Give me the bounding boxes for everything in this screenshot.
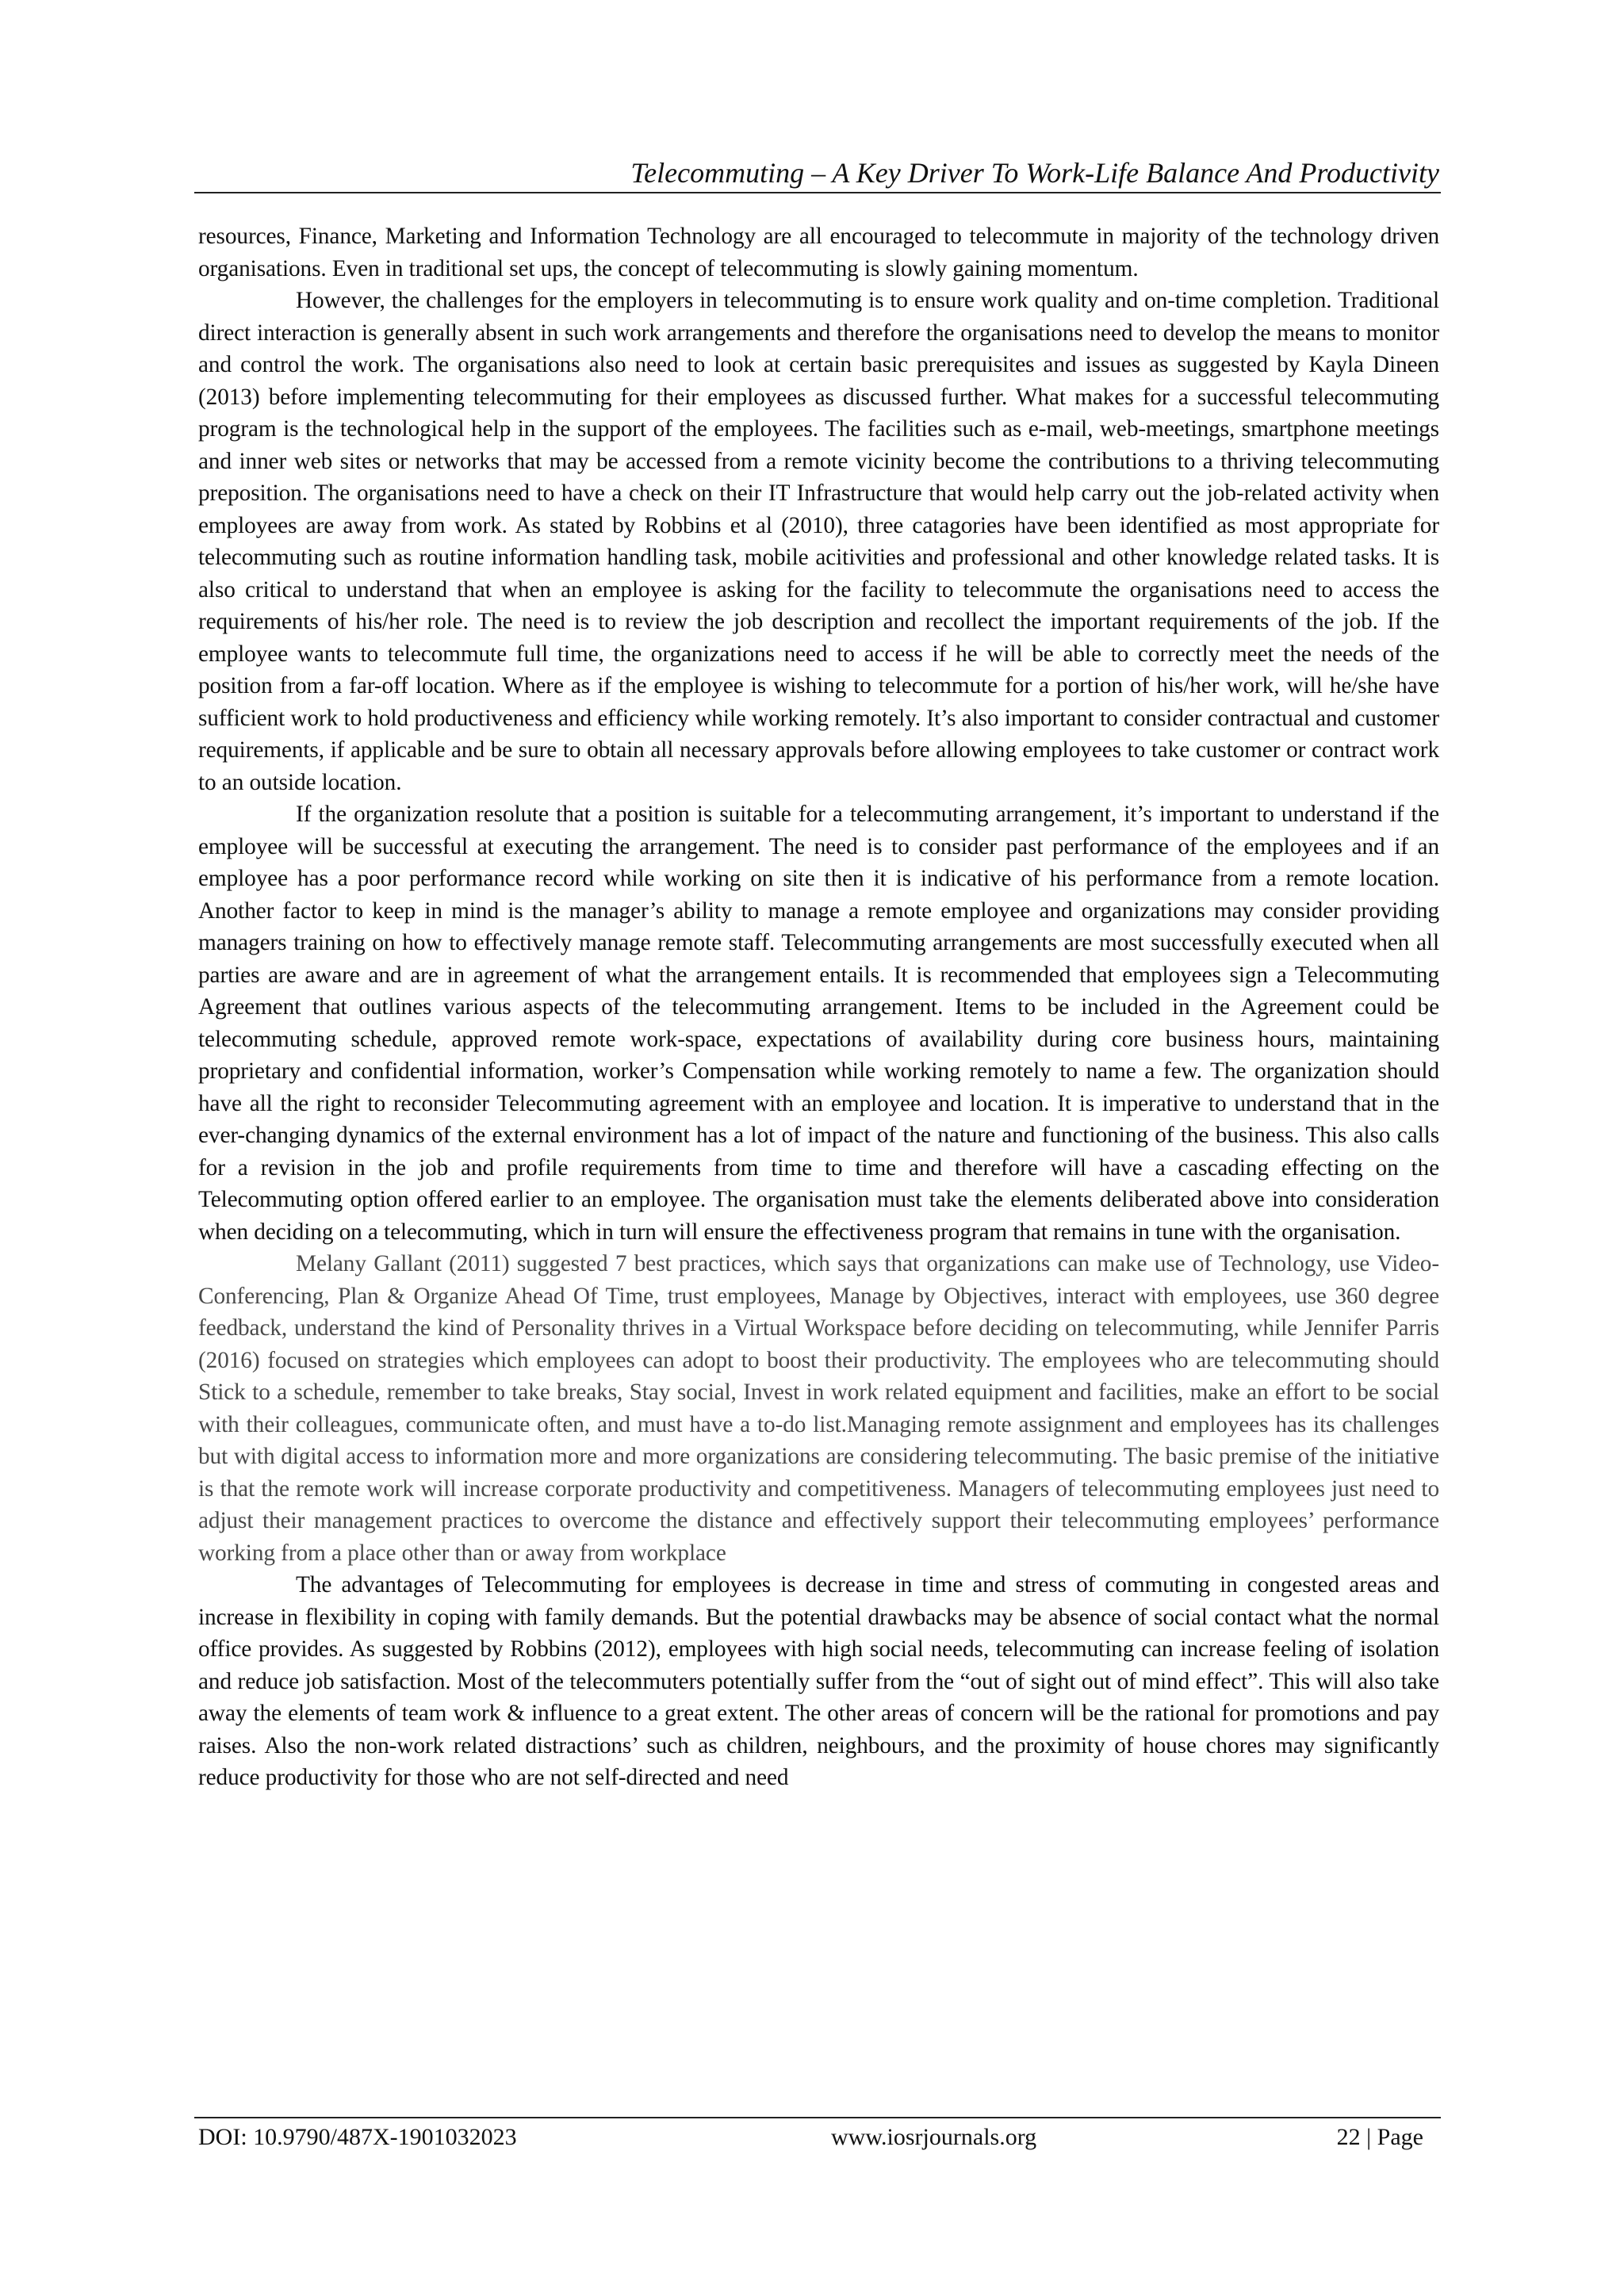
footer-divider [194,2117,1441,2118]
running-header-title: Telecommuting – A Key Driver To Work-Life Balance And Productivity [630,157,1439,189]
header-divider [194,192,1441,193]
page-footer [198,2122,1439,2153]
paragraph-continuation: resources, Finance, Marketing and Information Technology are all encouraged to telecommute in majority of the technology driven organisations. Even in traditional set ups, the concept of telecommuting is slowly gaining momentum. [198,224,1439,281]
article-body [198,220,1439,1794]
footer-doi: DOI: 10.9790/487X-1901032023 [198,2124,517,2150]
footer-website: www.iosrjournals.org [831,2124,1037,2150]
paragraph-employer-challenges: However, the challenges for the employers in telecommuting is to ensure work quality and on-time completion. Traditional direct interaction is generally absent in such work arrangements and therefore the organisations need to develop the means to monitor and control the work. The organisations also need to look at certain basic prerequisites and issues as suggested by Kayla Dineen (2013) before implementing telecommuting for their employees as discussed further. What makes for a successful telecommuting program is the technological help in the support of the employees. The facilities such as e-mail, web-meetings, smartphone meetings and inner web sites or networks that may be accessed from a remote vicinity become the contributions to a thriving telecommuting preposition. The organisations need to have a check on their IT Infrastructure that would help carry out the job-related activity when employees are away from work. As stated by Robbins et al (2010), three catagories have been identified as most appropriate for telecommuting such as routine information handling task, mobile acitivities and professional and other knowledge related tasks. It is also critical to understand that when an employee is asking for the facility to telecommute the organisations need to access the requirements of his/her role. The need is to review the job description and recollect the important requirements of the job. If the employee wants to telecommute full time, the organizations need to access if he will be able to correctly meet the needs of the position from a far-off location. Where as if the employee is wishing to telecommute for a portion of his/her work, will he/she have sufficient work to hold productiveness and efficiency while working remotely. It’s also important to consider contractual and customer requirements, if applicable and be sure to obtain all necessary approvals before allowing employees to take customer or contract work to an outside location. [198,288,1439,795]
paragraph-suitability: If the organization resolute that a position is suitable for a telecommuting arrangement, it’s important to understand if the employee will be successful at executing the arrangement. The need is to consider past performance of the employees and if an employee has a poor performance record while working on site then it is indicative of his performance from a remote location. Another factor to keep in mind is the manager’s ability to manage a remote employee and organizations may consider providing managers training on how to effectively manage remote staff. Telecommuting arrangements are most successfully executed when all parties are aware and are in agreement of what the arrangement entails. It is recommended that employees sign a Telecommuting Agreement that outlines various aspects of the telecommuting arrangement. Items to be included in the Agreement could be telecommuting schedule, approved remote work-space, expectations of availability during core business hours, maintaining proprietary and confidential information, worker’s Compensation while working remotely to name a few. The organization should have all the right to reconsider Telecommuting agreement with an employee and location. It is imperative to understand that in the ever-changing dynamics of the external environment has a lot of impact of the nature and functioning of the business. This also calls for a revision in the job and profile requirements from time to time and therefore will have a cascading effecting on the Telecommuting option offered earlier to an employee. The organisation must take the elements deliberated above into consideration when deciding on a telecommuting, which in turn will ensure the effectiveness program that remains in tune with the organisation. [198,802,1439,1245]
paragraph-best-practices: Melany Gallant (2011) suggested 7 best practices, which says that organizations can make use of Technology, use Video-Conferencing, Plan & Organize Ahead Of Time, trust employees, Manage by Objectives, interact with employees, use 360 degree feedback, understand the kind of Personality thrives in a Virtual Workspace before deciding on telecommuting, while Jennifer Parris (2016) focused on strategies which employees can adopt to boost their productivity. The employees who are telecommuting should Stick to a schedule, remember to take breaks, Stay social, Invest in work related equipment and facilities, make an effort to be social with their colleagues, communicate often, and must have a to-do list.Managing remote assignment and employees has its challenges but with digital access to information more and more organizations are considering telecommuting. The basic premise of the initiative is that the remote work will increase corporate productivity and competitiveness. Managers of telecommuting employees just need to adjust their management practices to overcome the distance and effectively support their telecommuting employees’ performance working from a place other than or away from workplace [198,1251,1439,1566]
footer-page-number: 22 | Page [1336,2124,1423,2150]
paragraph-advantages: The advantages of Telecommuting for employees is decrease in time and stress of commuting in congested areas and increase in flexibility in coping with family demands. But the potential drawbacks may be absence of social contact what the normal office provides. As suggested by Robbins (2012), employees with high social needs, telecommuting can increase feeling of isolation and reduce job satisfaction. Most of the telecommuters potentially suffer from the “out of sight out of mind effect”. This will also take away the elements of team work & influence to a great extent. The other areas of concern will be the rational for promotions and pay raises. Also the non-work related distractions’ such as children, neighbours, and the proximity of house chores may significantly reduce productivity for those who are not self-directed and need [198,1572,1439,1790]
